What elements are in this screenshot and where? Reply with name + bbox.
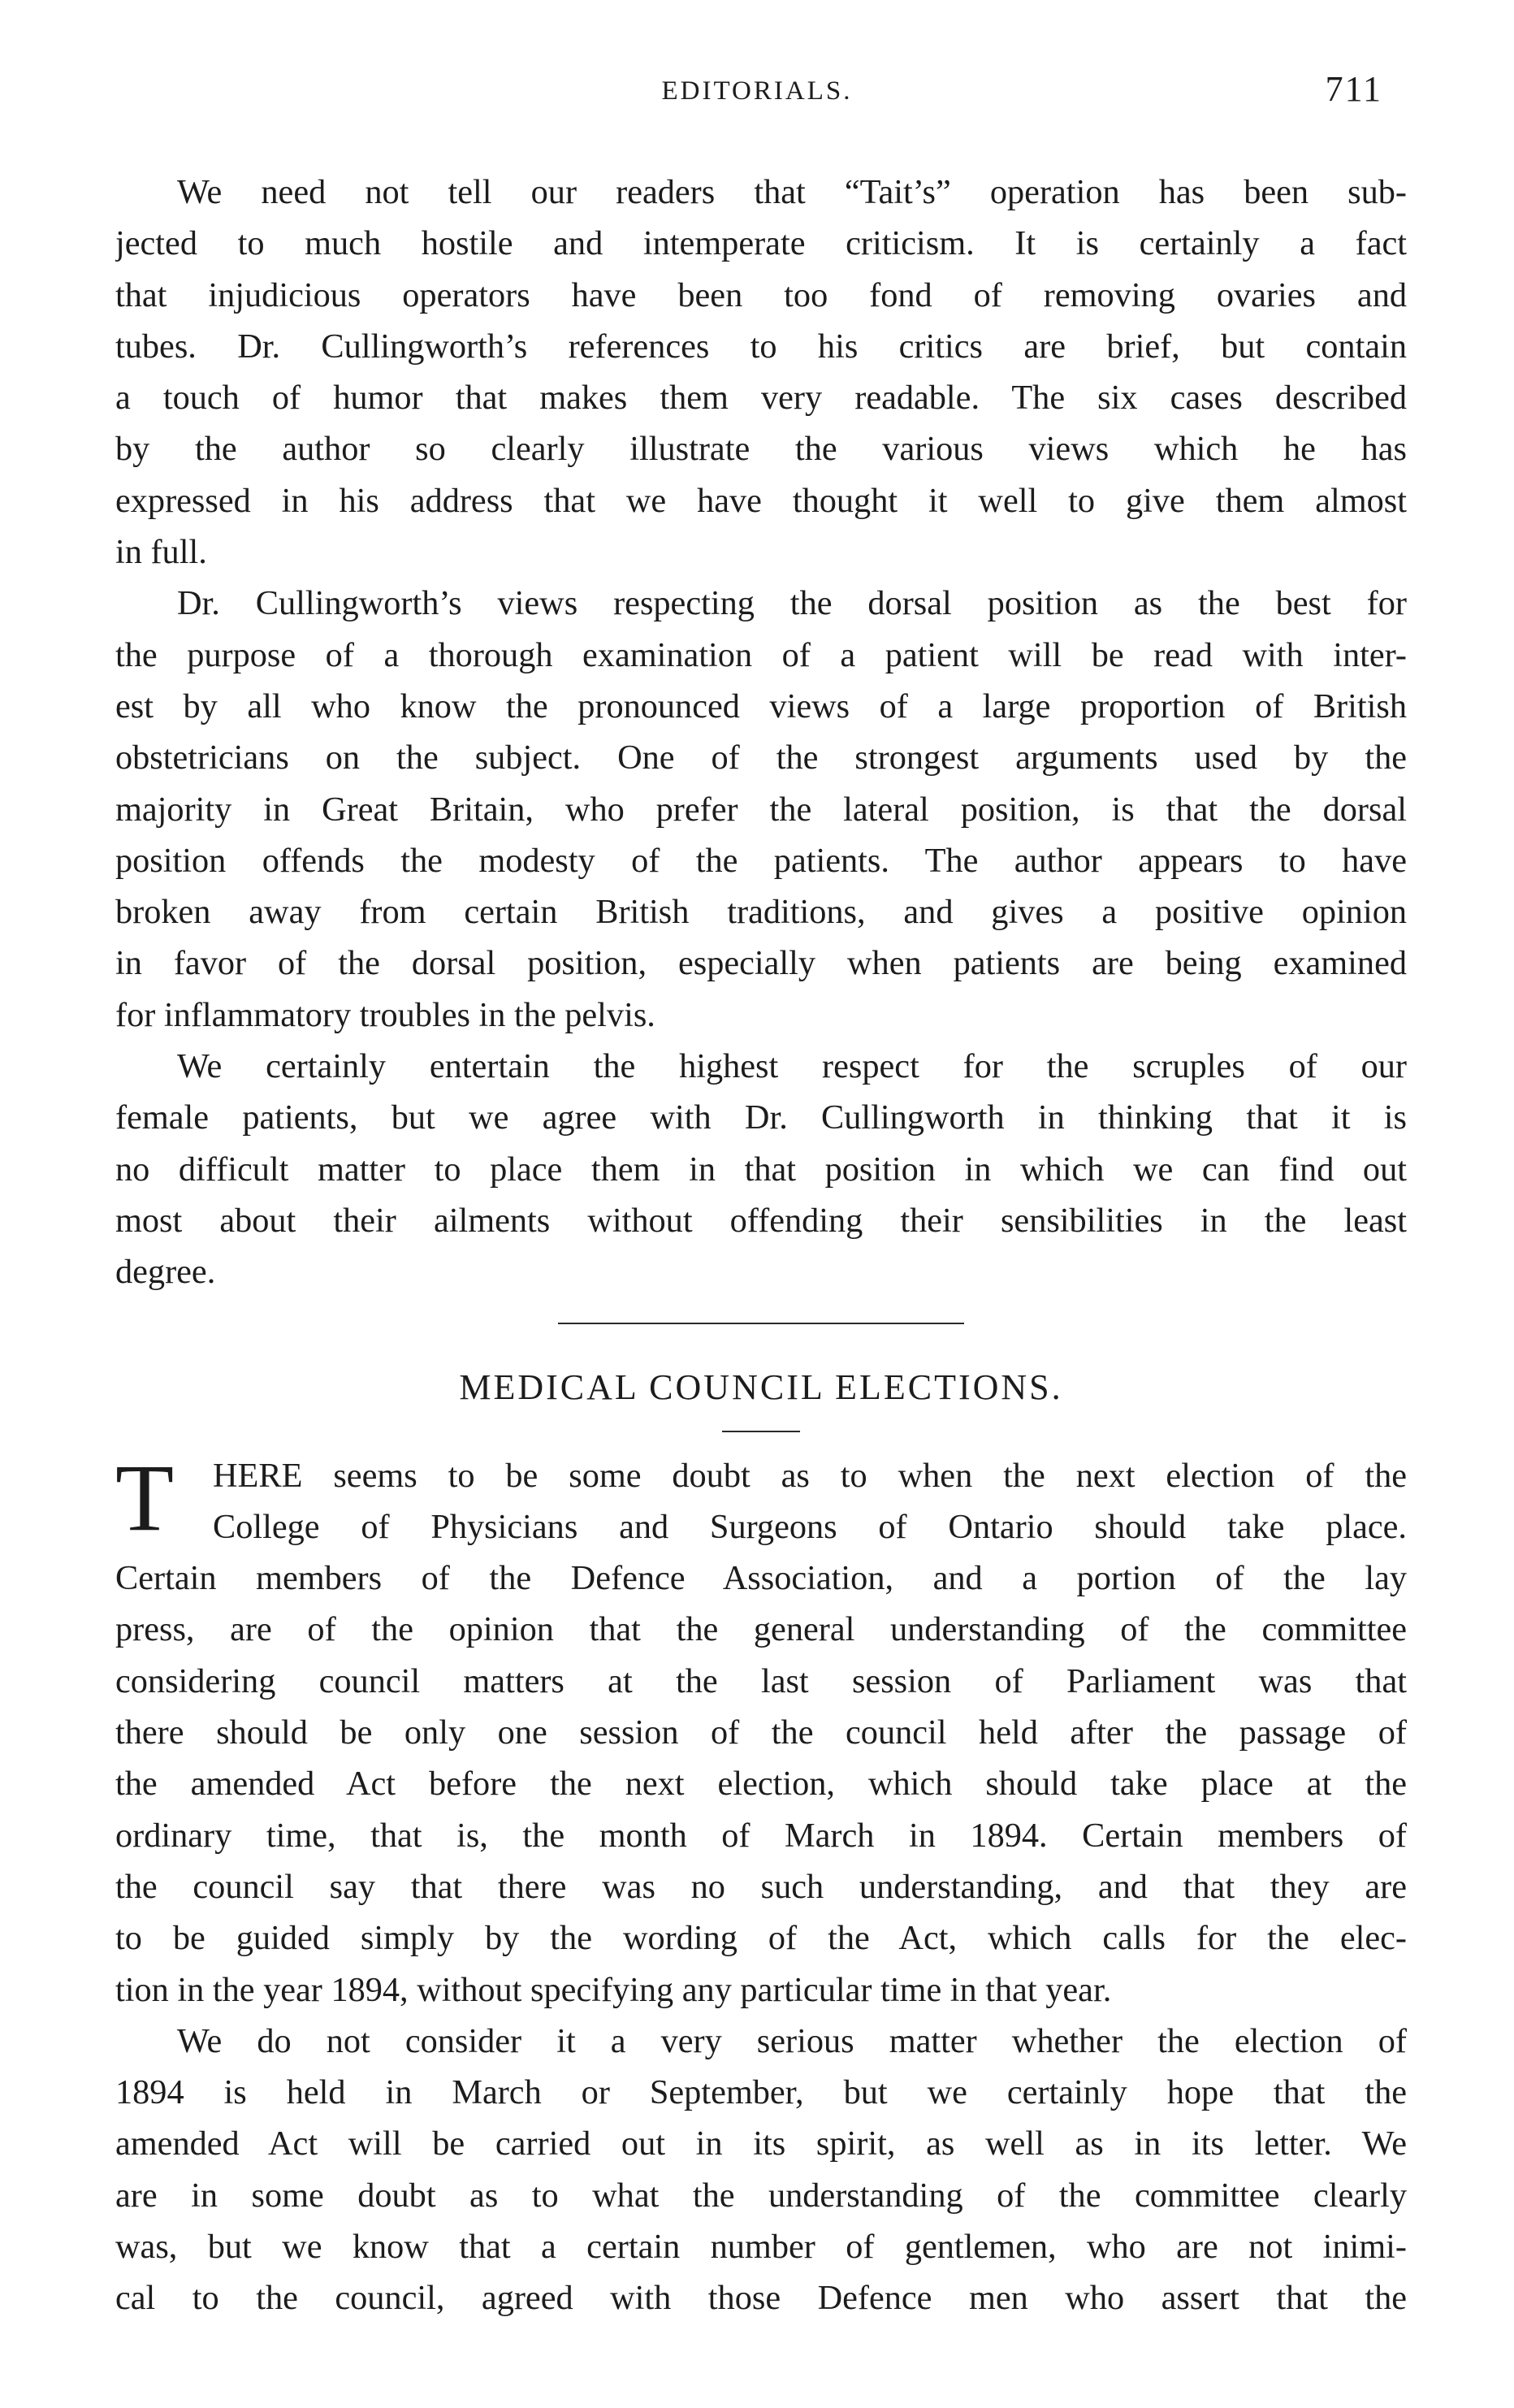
running-head: EDITORIALS. bbox=[661, 76, 853, 106]
text-line: We need not tell our readers that “Tait’s” operation has been sub- bbox=[177, 173, 1407, 211]
section-title: MEDICAL COUNCIL ELECTIONS. bbox=[459, 1366, 1063, 1407]
text-line: tion in the year 1894, without specifying any particular time in that year. bbox=[115, 1970, 1112, 2009]
text-line: degree. bbox=[115, 1253, 216, 1292]
text-line: was, but we know that a certain number of gentlemen, who are not inimi- bbox=[115, 2227, 1407, 2266]
text-line: ordinary time, that is, the month of March in 1894. Certain members of bbox=[115, 1816, 1407, 1855]
text-line: 1894 is held in March or September, but we certainly hope that the bbox=[115, 2073, 1407, 2112]
page-body bbox=[115, 167, 1407, 2324]
text-line: majority in Great Britain, who prefer the lateral position, is that the dorsal bbox=[115, 790, 1407, 829]
text-line: Dr. Cullingworth’s views respecting the dorsal position as the best for bbox=[177, 584, 1407, 623]
text-line: the purpose of a thorough examination of a patient will be read with inter- bbox=[115, 635, 1407, 674]
text-line: cal to the council, agreed with those Defence men who assert that the bbox=[115, 2279, 1407, 2318]
title-rule bbox=[722, 1431, 800, 1432]
text-line: to be guided simply by the wording of the Act, which calls for the elec- bbox=[115, 1919, 1407, 1958]
text-line: female patients, but we agree with Dr. Cullingworth in thinking that it is bbox=[115, 1098, 1407, 1137]
text-line: considering council matters at the last session of Parliament was that bbox=[115, 1661, 1407, 1700]
section-divider bbox=[558, 1323, 964, 1324]
text-line: Certain members of the Defence Association, and a portion of the lay bbox=[115, 1559, 1407, 1598]
paragraph-tait-operation bbox=[115, 167, 1407, 578]
text-line: the council say that there was no such understanding, and that they are bbox=[115, 1867, 1407, 1906]
text-line: by the author so clearly illustrate the various views which he has bbox=[115, 430, 1407, 469]
paragraph-election-timing bbox=[115, 2016, 1407, 2324]
text-line: a touch of humor that makes them very readable. The six cases described bbox=[115, 379, 1407, 418]
text-line: there should be only one session of the council held after the passage of bbox=[115, 1713, 1407, 1752]
text-line: in full. bbox=[115, 533, 207, 572]
text-line: press, are of the opinion that the general understanding of the committee bbox=[115, 1610, 1407, 1649]
paragraph-council-elections bbox=[115, 1444, 1407, 2016]
text-line: tubes. Dr. Cullingworth’s references to his critics are brief, but contain bbox=[115, 327, 1407, 366]
text-line: most about their ailments without offending their sensibilities in the least bbox=[115, 1201, 1407, 1240]
text-line: We certainly entertain the highest respect for the scruples of our bbox=[177, 1047, 1407, 1086]
paragraph-scruples bbox=[115, 1041, 1407, 1297]
text-line: College of Physicians and Surgeons of Ontario should take place. bbox=[213, 1507, 1407, 1546]
page-number: 711 bbox=[1325, 69, 1382, 109]
text-line: the amended Act before the next election, which should take place at the bbox=[115, 1765, 1407, 1804]
drop-cap: T bbox=[115, 1444, 175, 1551]
text-line: amended Act will be carried out in its spirit, as well as in its letter. We bbox=[115, 2124, 1407, 2163]
text-line: in favor of the dorsal position, especially when patients are being examined bbox=[115, 944, 1407, 983]
text-line: HERE seems to be some doubt as to when the next election of the bbox=[213, 1456, 1407, 1495]
text-line: We do not consider it a very serious matter whether the election of bbox=[177, 2021, 1407, 2060]
text-line: broken away from certain British traditions, and gives a positive opinion bbox=[115, 893, 1407, 932]
text-line: jected to much hostile and intemperate criticism. It is certainly a fact bbox=[115, 224, 1407, 263]
text-line: that injudicious operators have been too fond of removing ovaries and bbox=[115, 275, 1407, 314]
text-line: are in some doubt as to what the understanding of the committee clearly bbox=[115, 2176, 1407, 2215]
text-line: est by all who know the pronounced views of a large proportion of British bbox=[115, 686, 1407, 725]
text-line: obstetricians on the subject. One of the strongest arguments used by the bbox=[115, 738, 1407, 777]
text-line: expressed in his address that we have thought it well to give them almost bbox=[115, 481, 1407, 520]
paragraph-dorsal-position bbox=[115, 578, 1407, 1041]
text-line: for inflammatory troubles in the pelvis. bbox=[115, 995, 655, 1034]
text-line: position offends the modesty of the patients. The author appears to have bbox=[115, 841, 1407, 880]
page-header bbox=[115, 68, 1399, 117]
text-line: no difficult matter to place them in that position in which we can find out bbox=[115, 1150, 1407, 1189]
